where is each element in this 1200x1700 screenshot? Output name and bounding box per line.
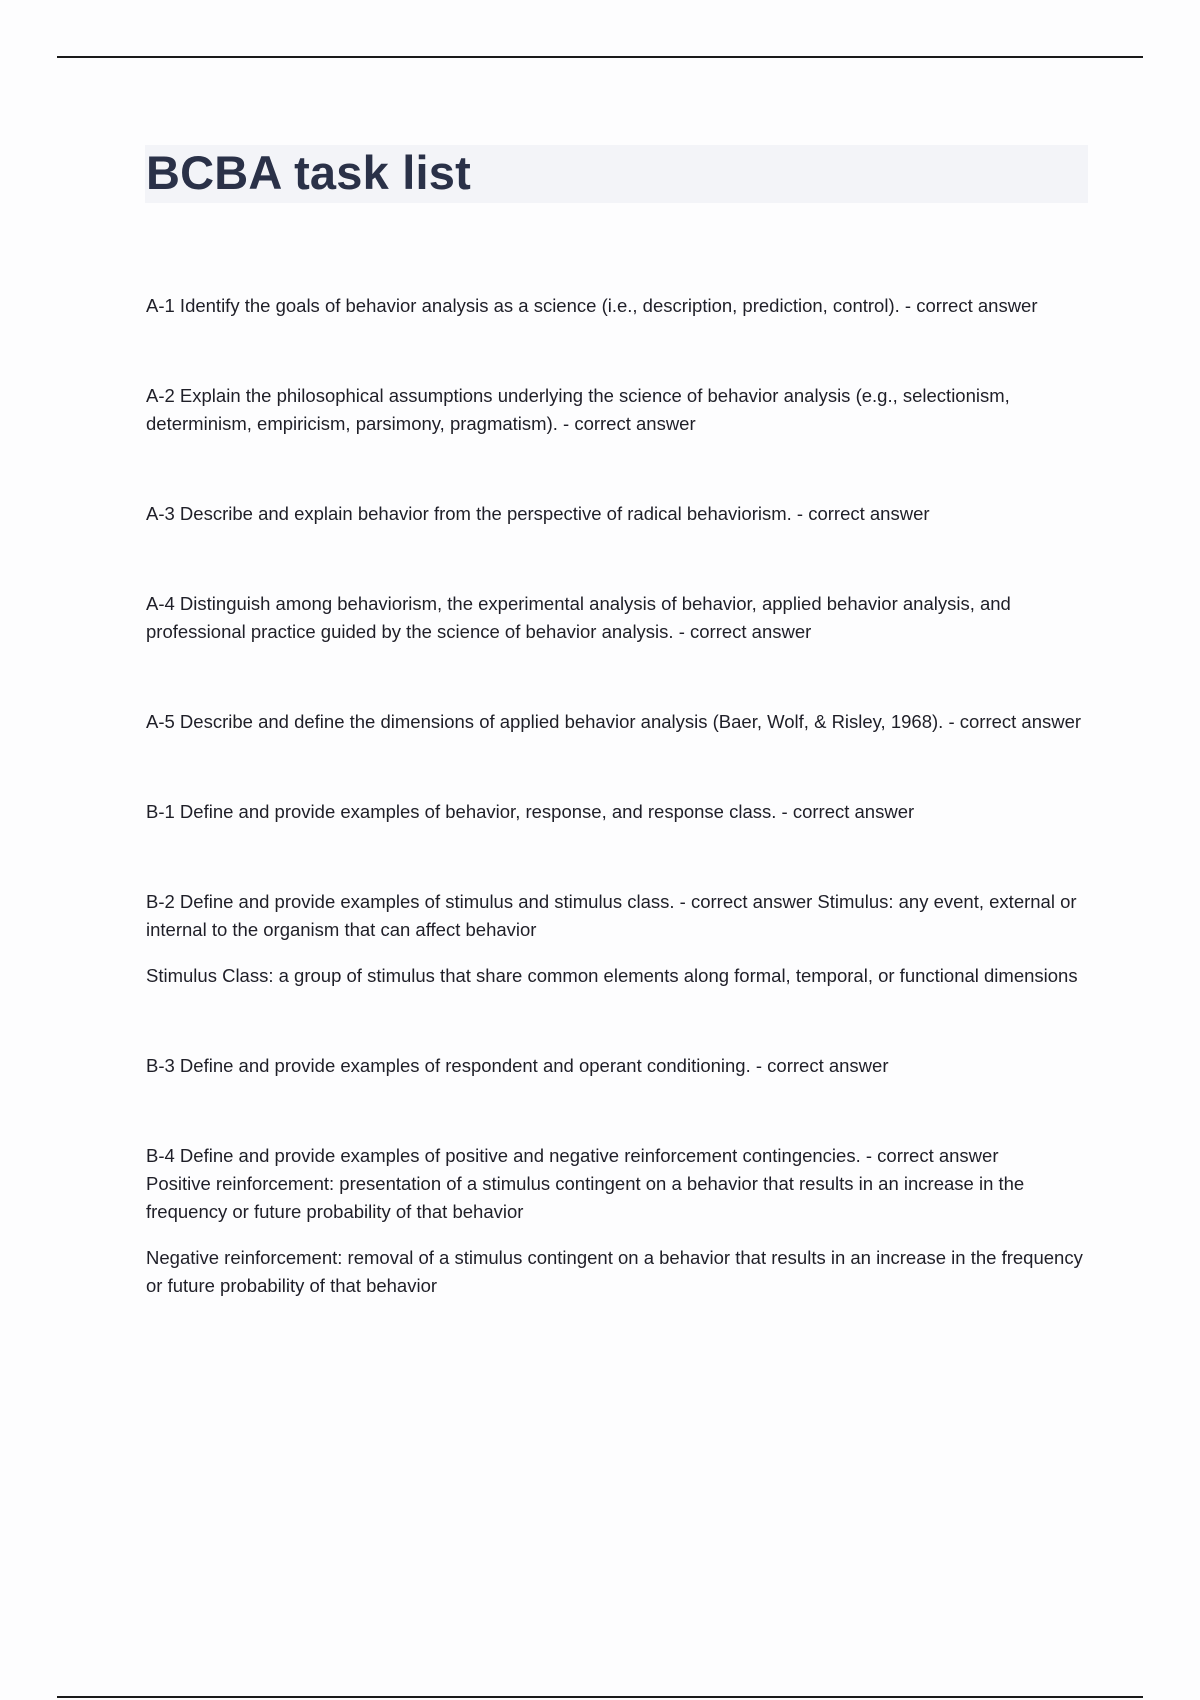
task-text: B-2 Define and provide examples of stimulus and stimulus class. - correct answer Stimulus: any event, external or internal to the organism that can affect behavior	[146, 891, 1077, 940]
task-item-a4	[146, 590, 1091, 646]
task-item-a3	[146, 500, 1091, 528]
task-item-b1	[146, 798, 1091, 826]
task-item-b2	[146, 888, 1091, 990]
task-text: B-1 Define and provide examples of behavior, response, and response class. - correct answer	[146, 801, 915, 822]
task-text: B-4 Define and provide examples of positive and negative reinforcement contingencies. - correct answer	[146, 1145, 999, 1166]
task-item-a5	[146, 708, 1091, 736]
page-title: BCBA task list	[146, 146, 471, 199]
answer-definition: Negative reinforcement: removal of a stimulus contingent on a behavior that results in an increase in the frequency or future probability of that behavior	[146, 1247, 1083, 1296]
task-text: A-5 Describe and define the dimensions of applied behavior analysis (Baer, Wolf, & Risley, 1968). - correct answer	[146, 711, 1082, 732]
task-text: A-2 Explain the philosophical assumptions underlying the science of behavior analysis (e.g., selectionism, determinism, empiricism, parsimony, pragmatism). - correct answer	[146, 385, 1010, 434]
task-text: A-4 Distinguish among behaviorism, the experimental analysis of behavior, applied behavior analysis, and professional practice guided by the science of behavior analysis. - correct answer	[146, 593, 1011, 642]
bottom-rule	[57, 1696, 1143, 1698]
top-rule	[57, 56, 1143, 58]
task-text: A-1 Identify the goals of behavior analysis as a science (i.e., description, prediction, control). - correct answer	[146, 295, 1038, 316]
task-item-a1	[146, 292, 1091, 320]
task-item-b3	[146, 1052, 1091, 1080]
task-text: A-3 Describe and explain behavior from the perspective of radical behaviorism. - correct answer	[146, 503, 930, 524]
answer-definition: Positive reinforcement: presentation of a stimulus contingent on a behavior that results in an increase in the frequency or future probability of that behavior	[146, 1173, 1025, 1222]
task-list	[146, 292, 1091, 1362]
task-item-b4	[146, 1142, 1091, 1300]
answer-definition: Stimulus Class: a group of stimulus that share common elements along formal, temporal, or functional dimensions	[146, 965, 1078, 986]
task-item-a2	[146, 382, 1091, 438]
task-text: B-3 Define and provide examples of respondent and operant conditioning. - correct answer	[146, 1055, 889, 1076]
